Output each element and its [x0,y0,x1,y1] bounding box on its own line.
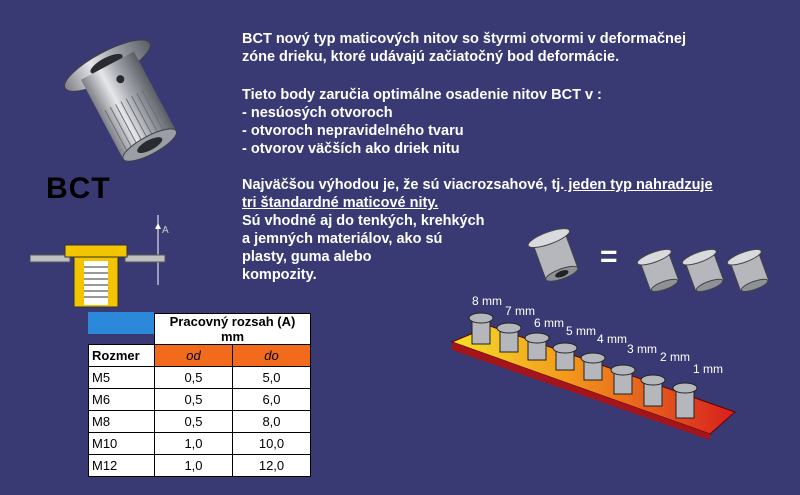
thickness-label: 2 mm [660,350,690,364]
table-row [89,367,311,389]
table-row [89,411,311,433]
thickness-label: 6 mm [534,316,564,330]
benefit-item: - nesúosých otvoroch [242,105,393,121]
suitable-block [242,212,542,284]
size-header: Rozmer [89,345,155,367]
from-header: od [155,345,233,367]
intro-line-2: zóne drieku, ktoré udávajú začiatočný bod deformácie. [242,49,620,65]
size-cell: M5 [89,367,155,389]
benefits-title: Tieto body zaručia optimálne osadenie nitov BCT v : [242,87,602,103]
to-cell: 8,0 [233,411,311,433]
size-cell: M12 [89,455,155,477]
advantage-text: Najväčšou výhodou je, že sú viacrozsahové, tj. [242,177,565,193]
spec-table [88,313,311,477]
to-header: do [233,345,311,367]
table-row [89,455,311,477]
from-cell: 0,5 [155,411,233,433]
suitable-line: plasty, guma alebo [242,249,372,265]
to-cell: 12,0 [233,455,311,477]
from-cell: 1,0 [155,455,233,477]
benefit-item: - otvoroch nepravidelného tvaru [242,123,464,139]
dimension-label: A [162,225,169,236]
to-cell: 6,0 [233,389,311,411]
suitable-line: a jemných materiálov, ako sú [242,231,443,247]
from-cell: 0,5 [155,389,233,411]
size-cell: M6 [89,389,155,411]
from-cell: 1,0 [155,433,233,455]
advantage-underlined: jeden typ nahradzuje [564,177,713,193]
intro-text [242,30,782,66]
suitable-line: kompozity. [242,267,317,283]
to-cell: 5,0 [233,367,311,389]
advantage-underlined-2: tri štandardné maticové nity. [242,195,439,211]
range-header: Pracovný rozsah (A) mm [155,314,311,345]
thickness-label: 5 mm [566,324,596,338]
to-cell: 10,0 [233,433,311,455]
rivet-nut-photo [55,38,205,178]
three-nuts-image [630,242,780,297]
thickness-label: 7 mm [505,304,535,318]
suitable-line: Sú vhodné aj do tenkých, krehkých [242,213,485,229]
table-row [89,433,311,455]
thickness-label: 3 mm [627,342,657,356]
single-nut-image [520,225,590,285]
thickness-label: 4 mm [597,332,627,346]
table-row [89,389,311,411]
thickness-label: 1 mm [693,362,723,376]
size-cell: M10 [89,433,155,455]
intro-line-1: BCT nový typ maticových nitov so štyrmi otvormi v deformačnej [242,31,686,47]
advantage-block [242,176,782,212]
product-label: BCT [46,172,111,205]
benefit-item: - otvorov väčších ako driek nitu [242,141,460,157]
from-cell: 0,5 [155,367,233,389]
benefits-block [242,86,782,158]
equals-sign: = [600,240,618,273]
thickness-label: 8 mm [472,294,502,308]
cross-section-drawing [30,215,180,315]
size-cell: M8 [89,411,155,433]
